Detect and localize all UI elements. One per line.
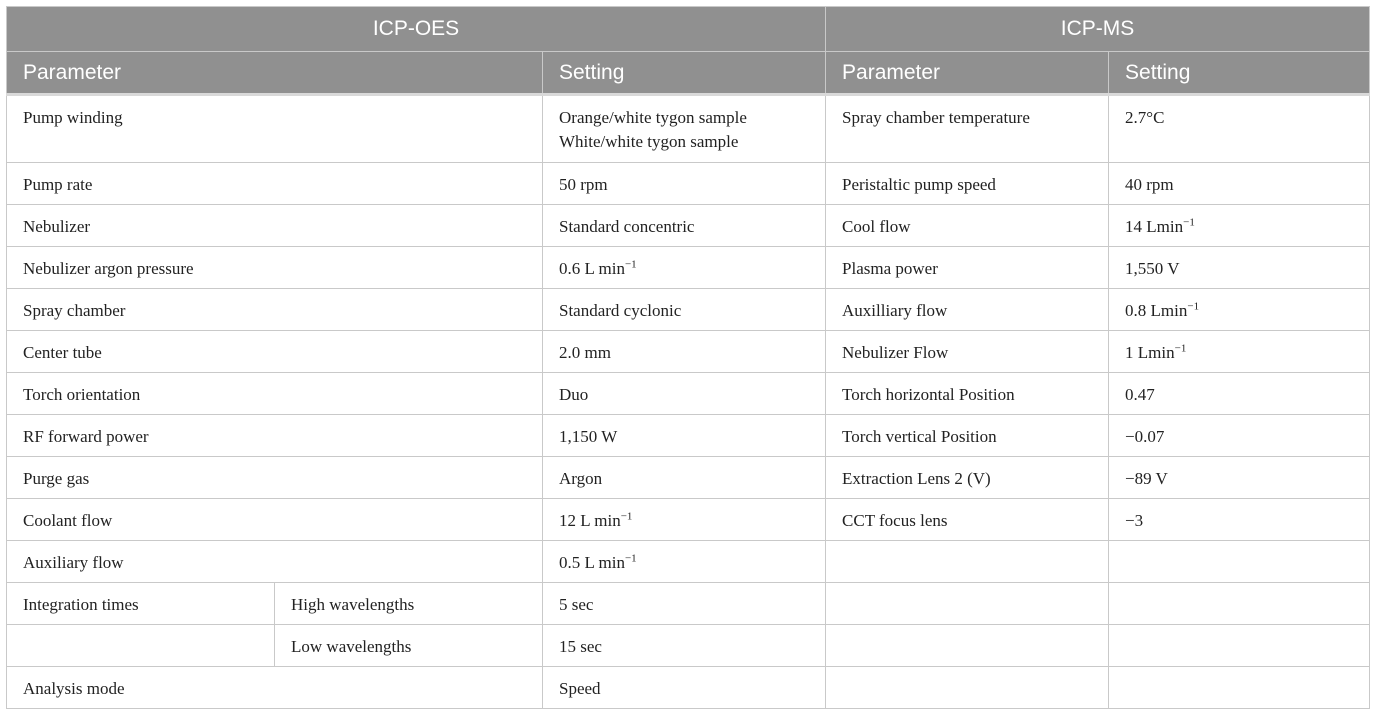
table-row xyxy=(7,415,1370,457)
ms-setting-value: 0.47 xyxy=(1125,385,1155,404)
oes-setting-cell xyxy=(543,289,826,331)
ms-setting-value: 14 Lmin xyxy=(1125,217,1184,236)
oes-setting-cell xyxy=(543,247,826,289)
ms-setting-cell xyxy=(1109,373,1370,415)
oes-parameter-cell: Pump winding xyxy=(7,95,543,163)
oes-setting-line xyxy=(559,509,809,533)
oes-setting-cell xyxy=(543,583,826,625)
oes-setting-value: 1,150 W xyxy=(559,427,618,446)
oes-setting-cell xyxy=(543,667,826,709)
oes-setting-cell xyxy=(543,541,826,583)
ms-setting-cell xyxy=(1109,289,1370,331)
table-body xyxy=(7,95,1370,709)
group-header-icp-oes: ICP-OES xyxy=(7,7,826,52)
oes-setting-exponent: −1 xyxy=(624,552,637,565)
ms-setting-cell xyxy=(1109,583,1370,625)
oes-parameter-cell: RF forward power xyxy=(7,415,543,457)
ms-parameter-cell: Extraction Lens 2 (V) xyxy=(826,457,1109,499)
ms-parameter-cell: Plasma power xyxy=(826,247,1109,289)
table-row xyxy=(7,583,1370,625)
column-header-ms-parameter: Parameter xyxy=(826,52,1109,95)
ms-setting-cell xyxy=(1109,415,1370,457)
ms-parameter-cell xyxy=(826,541,1109,583)
oes-setting-cell xyxy=(543,373,826,415)
oes-setting-exponent: −1 xyxy=(624,258,637,271)
ms-setting-value: −89 V xyxy=(1125,469,1168,488)
oes-setting-value: 12 L min xyxy=(559,511,621,530)
oes-setting-cell xyxy=(543,205,826,247)
ms-setting-cell xyxy=(1109,499,1370,541)
group-header-icp-ms: ICP-MS xyxy=(826,7,1370,52)
oes-setting-line xyxy=(559,257,809,281)
oes-setting-value: Standard cyclonic xyxy=(559,301,682,320)
ms-setting-cell xyxy=(1109,625,1370,667)
table-row xyxy=(7,499,1370,541)
table-row xyxy=(7,541,1370,583)
oes-parameter-cell: Nebulizer argon pressure xyxy=(7,247,543,289)
oes-subparameter-cell: High wavelengths xyxy=(275,583,543,625)
oes-setting-cell xyxy=(543,95,826,163)
ms-setting-exponent: −1 xyxy=(1187,300,1200,313)
ms-setting-value: 0.8 Lmin xyxy=(1125,301,1188,320)
oes-setting-value: Speed xyxy=(559,679,601,698)
oes-parameter-cell: Integration times xyxy=(7,583,275,625)
oes-setting-cell xyxy=(543,331,826,373)
oes-setting-value: 0.6 L min xyxy=(559,259,625,278)
oes-setting-cell xyxy=(543,163,826,205)
ms-parameter-cell: CCT focus lens xyxy=(826,499,1109,541)
oes-parameter-cell: Auxiliary flow xyxy=(7,541,543,583)
oes-setting-value: 0.5 L min xyxy=(559,553,625,572)
oes-parameter-cell: Analysis mode xyxy=(7,667,543,709)
column-header-oes-parameter: Parameter xyxy=(7,52,543,95)
ms-setting-cell xyxy=(1109,541,1370,583)
ms-setting-exponent: −1 xyxy=(1183,216,1195,229)
group-header-row xyxy=(7,7,1370,52)
ms-parameter-cell: Torch vertical Position xyxy=(826,415,1109,457)
oes-subparameter-cell: Low wavelengths xyxy=(275,625,543,667)
table-row xyxy=(7,331,1370,373)
ms-parameter-cell: Torch horizontal Position xyxy=(826,373,1109,415)
oes-parameter-cell: Purge gas xyxy=(7,457,543,499)
oes-setting-exponent: −1 xyxy=(620,510,633,523)
ms-setting-cell xyxy=(1109,95,1370,163)
oes-setting-cell xyxy=(543,625,826,667)
ms-setting-cell xyxy=(1109,667,1370,709)
ms-setting-value: 1 Lmin xyxy=(1125,343,1175,362)
oes-parameter-cell: Nebulizer xyxy=(7,205,543,247)
table-row xyxy=(7,667,1370,709)
oes-setting-value: Argon xyxy=(559,469,603,488)
table-row xyxy=(7,95,1370,163)
table-row xyxy=(7,373,1370,415)
ms-parameter-cell: Peristaltic pump speed xyxy=(826,163,1109,205)
table-row xyxy=(7,457,1370,499)
oes-parameter-cell: Spray chamber xyxy=(7,289,543,331)
ms-setting-value: 2.7°C xyxy=(1125,108,1165,127)
oes-parameter-cell: Pump rate xyxy=(7,163,543,205)
column-header-oes-setting: Setting xyxy=(543,52,826,95)
oes-setting-cell xyxy=(543,499,826,541)
oes-setting-line xyxy=(559,551,809,575)
ms-parameter-cell: Auxilliary flow xyxy=(826,289,1109,331)
oes-setting-value: 5 sec xyxy=(559,595,594,614)
ms-parameter-cell xyxy=(826,667,1109,709)
oes-setting-value: Orange/white tygon sample xyxy=(559,108,747,127)
oes-setting-value: Duo xyxy=(559,385,589,404)
ms-parameter-cell: Spray chamber temperature xyxy=(826,95,1109,163)
ms-parameter-cell xyxy=(826,625,1109,667)
ms-setting-cell xyxy=(1109,457,1370,499)
oes-setting-value-line-2: White/white tygon sample xyxy=(559,132,739,151)
ms-parameter-cell: Nebulizer Flow xyxy=(826,331,1109,373)
ms-parameter-cell xyxy=(826,583,1109,625)
oes-parameter-cell: Coolant flow xyxy=(7,499,543,541)
column-header-ms-setting: Setting xyxy=(1109,52,1370,95)
oes-setting-value: 15 sec xyxy=(559,637,602,656)
ms-setting-exponent: −1 xyxy=(1174,342,1187,355)
table-row xyxy=(7,163,1370,205)
oes-parameter-cell: Center tube xyxy=(7,331,543,373)
parameter-table xyxy=(6,6,1370,709)
ms-setting-cell xyxy=(1109,247,1370,289)
oes-setting-value: 2.0 mm xyxy=(559,343,611,362)
oes-setting-cell xyxy=(543,457,826,499)
oes-parameter-cell: Torch orientation xyxy=(7,373,543,415)
oes-setting-value: 50 rpm xyxy=(559,175,608,194)
ms-setting-value: −0.07 xyxy=(1125,427,1165,446)
ms-parameter-cell: Cool flow xyxy=(826,205,1109,247)
table-row xyxy=(7,205,1370,247)
oes-setting-value: Standard concentric xyxy=(559,217,695,236)
ms-setting-cell xyxy=(1109,331,1370,373)
ms-setting-cell xyxy=(1109,205,1370,247)
oes-parameter-cell xyxy=(7,625,275,667)
table-row xyxy=(7,247,1370,289)
column-header-row xyxy=(7,52,1370,95)
ms-setting-value: 40 rpm xyxy=(1125,175,1174,194)
oes-setting-cell xyxy=(543,415,826,457)
table-row xyxy=(7,625,1370,667)
table-row xyxy=(7,289,1370,331)
ms-setting-value: 1,550 V xyxy=(1125,259,1180,278)
ms-setting-cell xyxy=(1109,163,1370,205)
ms-setting-value: −3 xyxy=(1125,511,1144,530)
